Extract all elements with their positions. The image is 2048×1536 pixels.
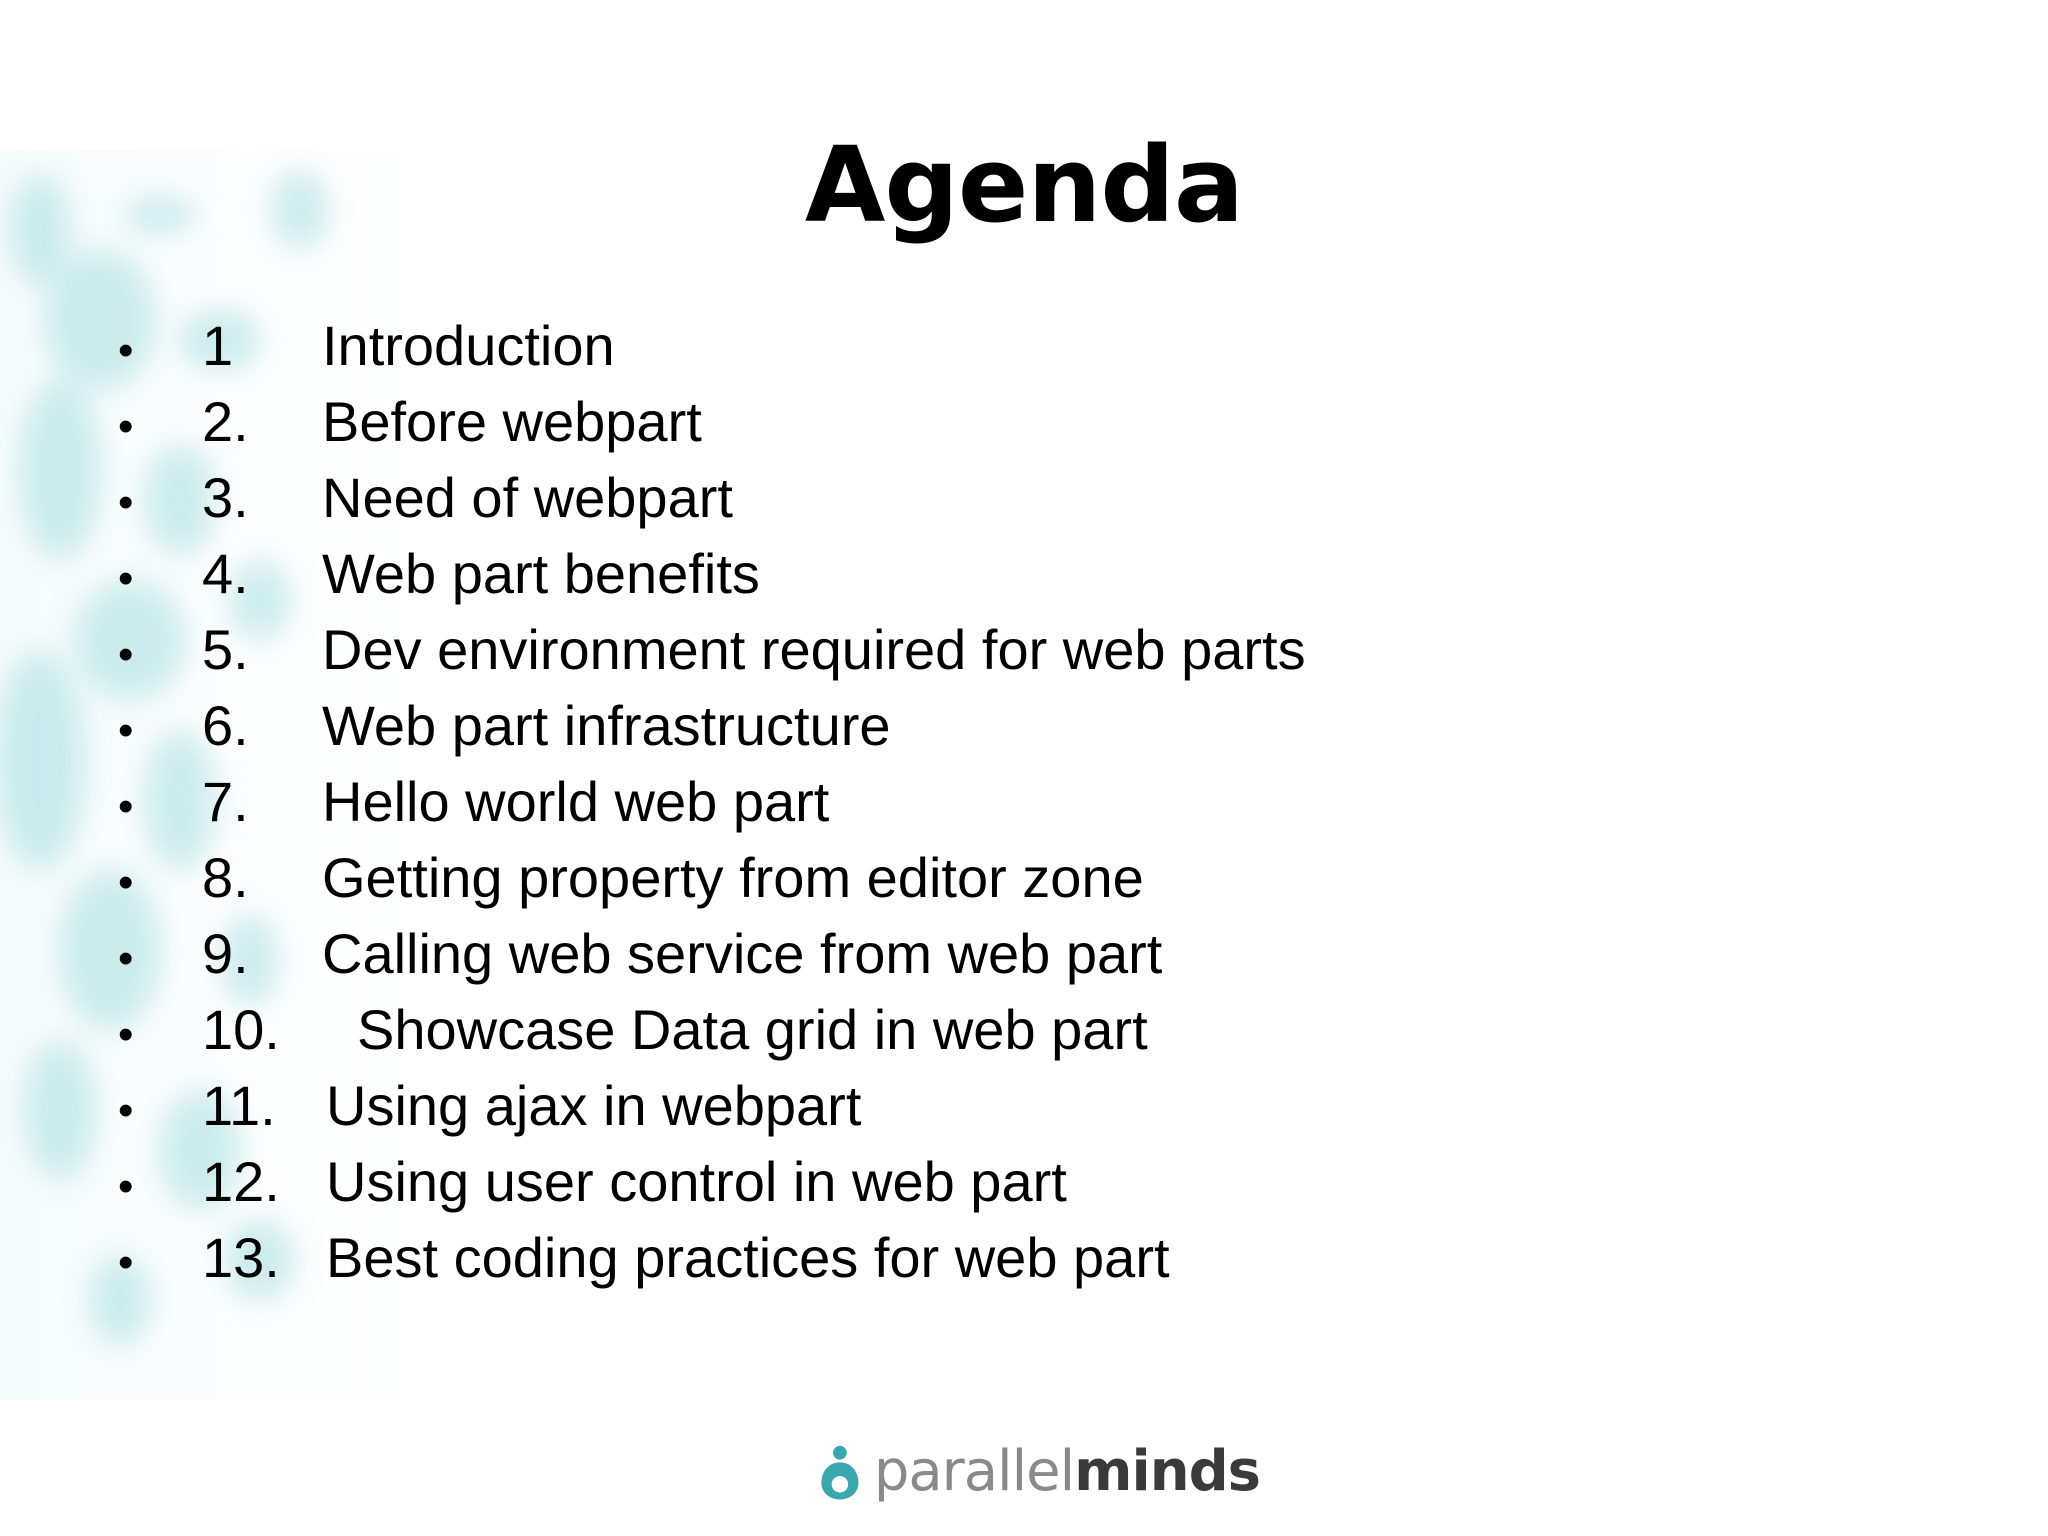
person-icon bbox=[820, 1432, 860, 1512]
bullet-icon: • bbox=[118, 326, 134, 375]
bullet-icon: • bbox=[118, 478, 134, 527]
item-text: Getting property from editor zone bbox=[322, 846, 1144, 909]
item-text: Calling web service from web part bbox=[322, 922, 1163, 985]
bullet-icon: • bbox=[118, 1086, 134, 1135]
item-number: 4. bbox=[202, 542, 249, 605]
list-item bbox=[118, 1068, 1306, 1144]
logo-text-light: parallel bbox=[873, 1439, 1075, 1504]
item-text: Using user control in web part bbox=[326, 1150, 1067, 1213]
item-number: 2. bbox=[202, 390, 249, 453]
item-number: 10. bbox=[202, 998, 280, 1061]
item-text: Web part infrastructure bbox=[322, 694, 891, 757]
list-item bbox=[118, 536, 1306, 612]
item-number: 6. bbox=[202, 694, 249, 757]
item-text: Using ajax in webpart bbox=[326, 1074, 862, 1137]
item-number: 9. bbox=[202, 922, 249, 985]
item-text: Best coding practices for web part bbox=[326, 1226, 1170, 1289]
list-item bbox=[118, 308, 1306, 384]
item-number: 5. bbox=[202, 618, 249, 681]
item-text: Showcase Data grid in web part bbox=[357, 998, 1148, 1061]
logo-text bbox=[873, 1439, 1260, 1504]
list-item bbox=[118, 764, 1306, 840]
agenda-list bbox=[118, 308, 1306, 1296]
item-number: 1 bbox=[202, 314, 234, 377]
list-item bbox=[118, 840, 1306, 916]
bullet-icon: • bbox=[118, 858, 134, 907]
bullet-icon: • bbox=[118, 1238, 134, 1287]
bullet-icon: • bbox=[118, 934, 134, 983]
logo-text-bold: minds bbox=[1074, 1439, 1260, 1504]
item-text: Dev environment required for web parts bbox=[322, 618, 1306, 681]
list-item bbox=[118, 1220, 1306, 1296]
item-text: Web part benefits bbox=[322, 542, 760, 605]
item-number: 3. bbox=[202, 466, 249, 529]
list-item bbox=[118, 384, 1306, 460]
list-item bbox=[118, 916, 1306, 992]
item-text: Before webpart bbox=[322, 390, 702, 453]
bullet-icon: • bbox=[118, 630, 134, 679]
bullet-icon: • bbox=[118, 554, 134, 603]
bullet-icon: • bbox=[118, 1162, 134, 1211]
company-logo bbox=[820, 1426, 1260, 1518]
item-number: 12. bbox=[202, 1150, 280, 1213]
item-text: Introduction bbox=[322, 314, 615, 377]
item-number: 13. bbox=[202, 1226, 280, 1289]
bullet-icon: • bbox=[118, 782, 134, 831]
list-item bbox=[118, 612, 1306, 688]
item-text: Need of webpart bbox=[322, 466, 733, 529]
bullet-icon: • bbox=[118, 402, 134, 451]
list-item bbox=[118, 1144, 1306, 1220]
bullet-icon: • bbox=[118, 706, 134, 755]
item-number: 7. bbox=[202, 770, 249, 833]
item-number: 8. bbox=[202, 846, 249, 909]
slide-title: Agenda bbox=[804, 124, 1244, 246]
item-text: Hello world web part bbox=[322, 770, 830, 833]
list-item bbox=[118, 460, 1306, 536]
bullet-icon: • bbox=[118, 1010, 134, 1059]
list-item bbox=[118, 992, 1306, 1068]
item-number: 11. bbox=[202, 1074, 276, 1137]
list-item bbox=[118, 688, 1306, 764]
